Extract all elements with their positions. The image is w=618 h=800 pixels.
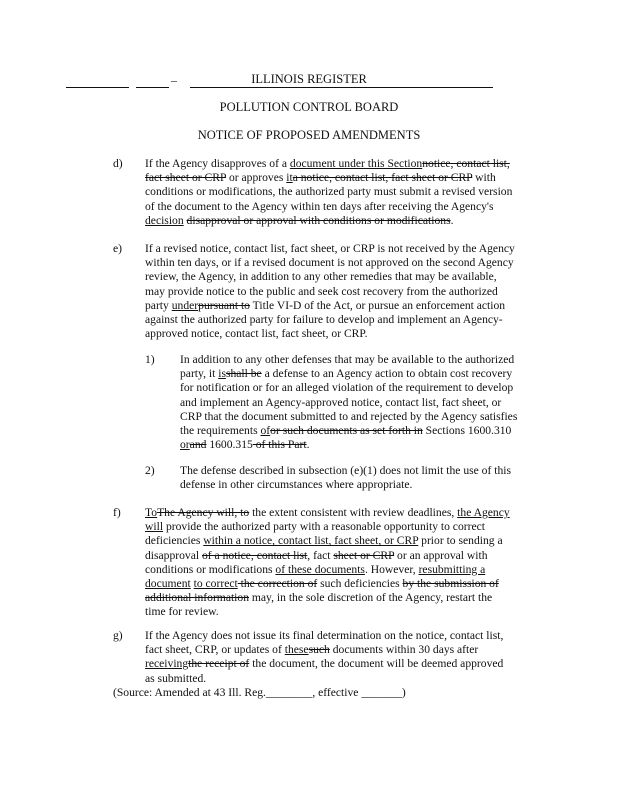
text-run: Title VI-D of the Act, or pursue an enforcement action against the authorized party for failure to develop and implement an Agency-approved notice, contact list, fact sheet, or CRP. xyxy=(145,298,506,341)
paragraph-label: g) xyxy=(113,629,123,642)
inserted-text: under xyxy=(171,298,199,312)
deleted-text: of this Part xyxy=(252,438,307,452)
inserted-text: to correct xyxy=(193,577,238,591)
inserted-text: it xyxy=(286,171,293,185)
text-run: . However, xyxy=(364,562,419,576)
header-line-1 xyxy=(66,87,129,88)
header-line-3 xyxy=(190,87,493,88)
text-run: prior to sending a disapproval xyxy=(145,534,503,562)
text-run: may, in the sole discretion of the Agency, restart the time for review. xyxy=(145,591,493,619)
text-run: such deficiencies xyxy=(317,577,403,591)
text-run: . xyxy=(306,438,310,452)
register-title: ILLINOIS REGISTER xyxy=(251,72,367,86)
deleted-text: or such documents as set forth in xyxy=(270,424,423,438)
inserted-text: within a notice, contact list, fact sheet, or CRP xyxy=(203,534,419,548)
text-run: a defense to an Agency action to obtain cost recovery for notification or for an alleged violation of the requirement to develop and implement an Agency-approved notice, contact list, fact sheet, or CRP that the document submitted to and rejected by the Agency satisfies the requirements xyxy=(180,367,518,438)
paragraph-body xyxy=(180,464,519,492)
text-run: the document, the document will be deemed approved as submitted. xyxy=(145,657,504,685)
deleted-text: the receipt of xyxy=(188,657,250,671)
paragraph-label: f) xyxy=(113,506,121,519)
text-run: If the Agency disapproves of a xyxy=(145,157,290,170)
paragraph-body xyxy=(180,353,519,452)
deleted-text: disapproval or approval with conditions or modifications xyxy=(186,213,451,227)
deleted-text: and xyxy=(189,438,207,452)
paragraph-label: 2) xyxy=(145,464,155,477)
text-run: Sections 1600.310 xyxy=(422,424,512,438)
inserted-text: decision xyxy=(145,213,184,227)
inserted-text: or xyxy=(180,438,190,452)
paragraph-body xyxy=(145,506,515,620)
header-dash: – xyxy=(171,73,177,87)
text-run: If the Agency does not issue its final determination on the notice, contact list, fact sheet, CRP, or updates of xyxy=(145,629,504,657)
deleted-text: The Agency will, to xyxy=(157,506,250,519)
deleted-text: such xyxy=(308,643,330,657)
paragraph-body xyxy=(145,242,515,341)
deleted-text: of a notice, contact list xyxy=(202,548,308,562)
inserted-text: document under this Section xyxy=(289,157,423,170)
text-run: provide the authorized party with a reasonable opportunity to correct deficiencies xyxy=(145,520,485,548)
deleted-text: by the submission of additional information xyxy=(145,577,499,605)
text-run: , fact xyxy=(307,548,334,562)
inserted-text: receiving xyxy=(145,657,189,671)
paragraph-label: 1) xyxy=(145,353,155,366)
text-run: or approves xyxy=(226,171,287,185)
text-run: with conditions or modifications, the authorized party must submit a revised version of the document to the Agency within ten days after receiving the Agency's xyxy=(145,171,513,213)
deleted-text: shall be xyxy=(225,367,262,381)
inserted-text: of xyxy=(260,424,271,438)
text-run: . xyxy=(450,213,454,227)
paragraph-label: d) xyxy=(113,157,123,170)
inserted-text: of these documents xyxy=(275,562,365,576)
text-run: documents within 30 days after xyxy=(329,643,479,657)
deleted-text: sheet or CRP xyxy=(333,548,395,562)
source-note: (Source: Amended at 43 Ill. Reg.________, effective _______) xyxy=(113,686,406,699)
text-run: The defense described in subsection (e)(1) does not limit the use of this defense in other circumstances where appropriate. xyxy=(180,464,511,492)
inserted-text: To xyxy=(145,506,158,519)
paragraph-body xyxy=(145,629,515,686)
text-run: or an approval with conditions or modifications xyxy=(145,548,488,576)
inserted-text: resubmitting a document xyxy=(145,562,486,591)
paragraph-label: e) xyxy=(113,242,123,255)
deleted-text: pursuant to xyxy=(198,298,250,312)
paragraph-body xyxy=(145,157,515,228)
header-line-2 xyxy=(136,87,169,88)
deleted-text: the correction of xyxy=(237,577,318,591)
inserted-text: these xyxy=(284,643,309,657)
text-run: In addition to any other defenses that may be available to the authorized party, it xyxy=(180,353,515,381)
text-run: the extent consistent with review deadlines, xyxy=(249,506,458,519)
notice-title: NOTICE OF PROPOSED AMENDMENTS xyxy=(197,128,421,142)
deleted-text: a notice, contact list, fact sheet or CRP xyxy=(292,171,473,185)
deleted-text: notice, contact list, fact sheet or CRP xyxy=(145,157,510,185)
inserted-text: is xyxy=(218,367,226,381)
text-run: 1600.315 xyxy=(206,438,253,452)
inserted-text: the Agency will xyxy=(145,506,510,534)
board-title: POLLUTION CONTROL BOARD xyxy=(219,100,399,114)
text-run: If a revised notice, contact list, fact sheet, or CRP is not received by the Agency within ten days, or if a revised document is not approved on the second Agency review, the Agency, in addition to any other remedies that may be available, may provide notice to the public and seek cost recovery from the authorized party xyxy=(145,242,515,312)
